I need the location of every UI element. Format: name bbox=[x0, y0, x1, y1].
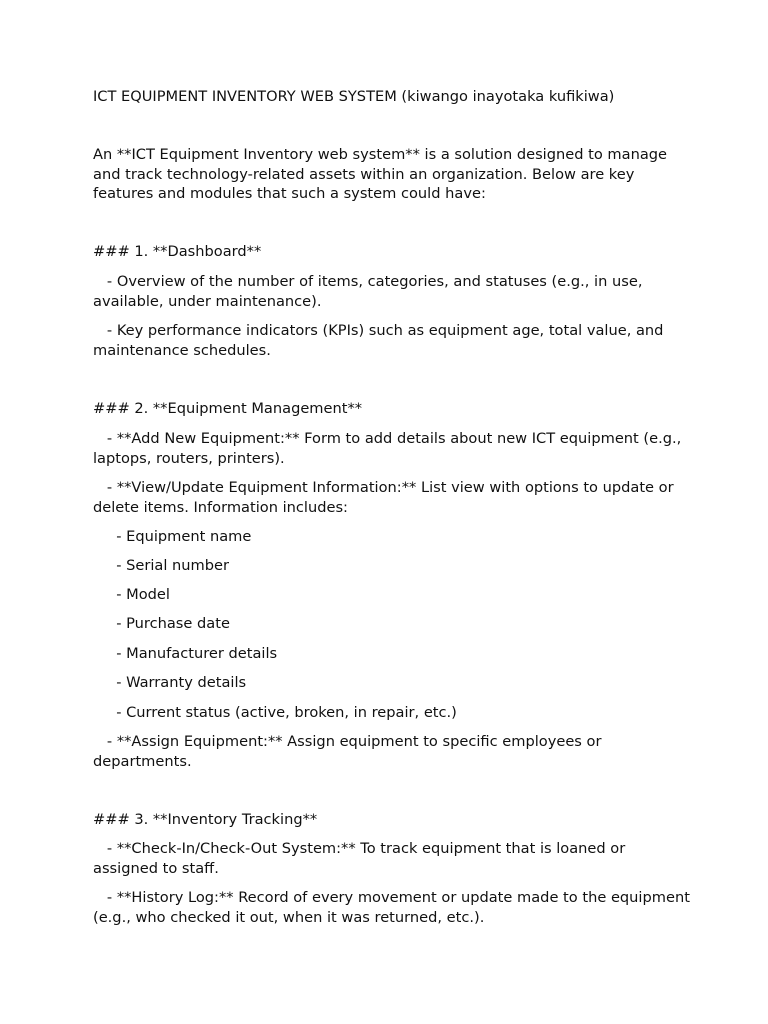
sub-list-item: - Serial number bbox=[93, 557, 229, 574]
section-heading-equipment-management: ### 2. **Equipment Management** bbox=[93, 400, 363, 417]
document-title: ICT EQUIPMENT INVENTORY WEB SYSTEM (kiwango inayotaka kufikiwa) bbox=[93, 88, 615, 105]
list-item: - **Check-In/Check-Out System:** To track equipment that is loaned or assigned to staff. bbox=[93, 840, 630, 877]
list-item: - **History Log:** Record of every movement or update made to the equipment (e.g., who checked it out, when it was returned, etc.). bbox=[93, 889, 695, 926]
list-item: - **Assign Equipment:** Assign equipment to specific employees or departments. bbox=[93, 733, 607, 770]
sub-list-item: - Model bbox=[93, 586, 170, 603]
sub-list-item: - Purchase date bbox=[93, 615, 230, 632]
list-item: - **View/Update Equipment Information:** List view with options to update or delete items. Information includes: bbox=[93, 479, 679, 516]
sub-list-item: - Equipment name bbox=[93, 528, 252, 545]
sub-list-item: - Manufacturer details bbox=[93, 645, 278, 662]
section-heading-inventory-tracking: ### 3. **Inventory Tracking** bbox=[93, 811, 318, 828]
section-heading-dashboard: ### 1. **Dashboard** bbox=[93, 243, 262, 260]
list-item: - **Add New Equipment:** Form to add details about new ICT equipment (e.g., laptops, routers, printers). bbox=[93, 430, 686, 467]
sub-list-item: - Warranty details bbox=[93, 674, 247, 691]
list-item: - Overview of the number of items, categories, and statuses (e.g., in use, available, under maintenance). bbox=[93, 273, 648, 310]
sub-list-item: - Current status (active, broken, in repair, etc.) bbox=[93, 704, 457, 721]
intro-paragraph: An **ICT Equipment Inventory web system** is a solution designed to manage and track technology-related assets within an organization. Below are key features and modules that such a system could have: bbox=[93, 146, 672, 202]
list-item: - Key performance indicators (KPIs) such as equipment age, total value, and maintenance schedules. bbox=[93, 322, 669, 359]
